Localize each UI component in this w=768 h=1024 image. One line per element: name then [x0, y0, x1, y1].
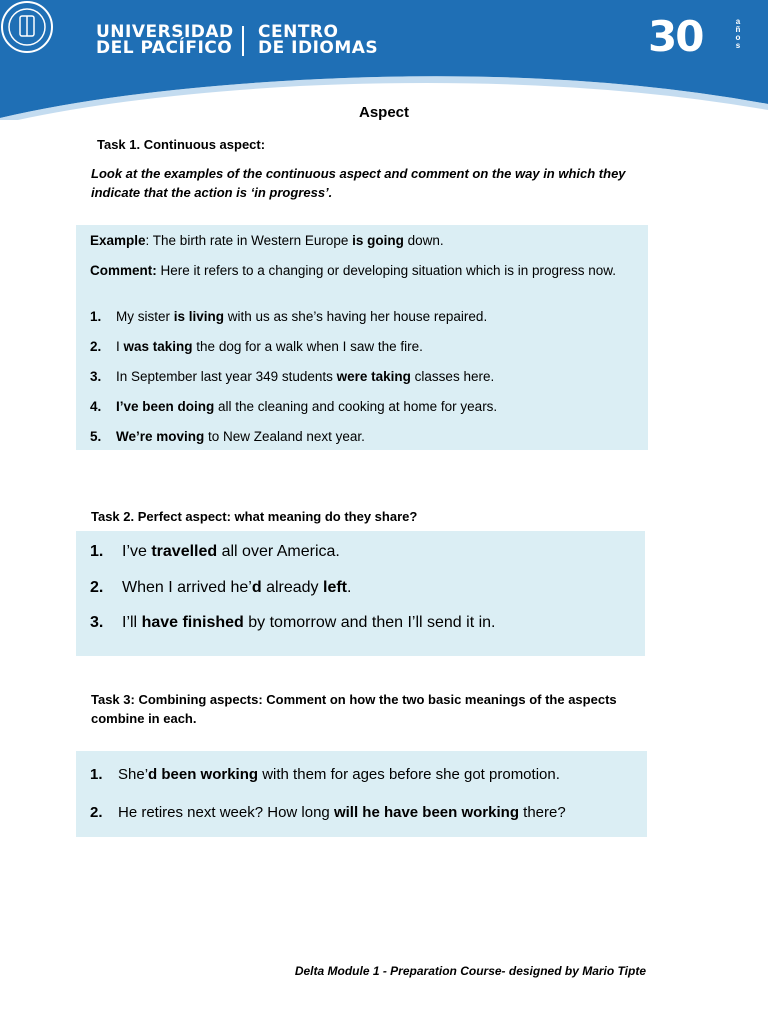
- example-label: Example: [90, 233, 146, 248]
- university-name-line2: DEL PACÍFICO: [96, 38, 233, 58]
- task2-heading: Task 2. Perfect aspect: what meaning do they share?: [91, 509, 418, 524]
- task1-heading: Task 1. Continuous aspect:: [97, 137, 266, 152]
- list-item: 1. My sister is living with us as she’s having her house repaired.: [90, 309, 488, 324]
- list-item: 2. When I arrived he’d already left.: [90, 579, 352, 596]
- anniversary-logo: [648, 14, 748, 60]
- comment-label: Comment:: [90, 263, 157, 278]
- list-item: 5. We’re moving to New Zealand next year.: [90, 429, 365, 444]
- list-item: 2. I was taking the dog for a walk when I saw the fire.: [90, 339, 423, 354]
- center-name-line2: DE IDIOMAS: [258, 38, 379, 58]
- anniversary-label: años: [735, 17, 741, 50]
- anniversary-number: 30: [648, 12, 703, 61]
- task3-example-box: [76, 751, 647, 837]
- university-name-line1: UNIVERSIDAD: [96, 22, 234, 42]
- task1-example-box: [76, 225, 648, 450]
- comment-line: Comment: Here it refers to a changing or developing situation which is in progress now.: [90, 263, 617, 278]
- example-line: Example: The birth rate in Western Europe is going down.: [90, 233, 444, 248]
- task3-heading: Task 3: Combining aspects: Comment on how the two basic meanings of the aspects combine in each.: [91, 692, 617, 726]
- task1-instruction: Look at the examples of the continuous aspect and comment on the way in which they indicate that the action is ‘in progress’.: [91, 166, 626, 200]
- list-item: 1. I’ve travelled all over America.: [90, 543, 340, 560]
- task2-example-box: [76, 531, 645, 656]
- center-name-line1: CENTRO: [258, 22, 339, 42]
- list-item: 3. I’ll have finished by tomorrow and then I’ll send it in.: [90, 614, 496, 631]
- page-footer: Delta Module 1 - Preparation Course- designed by Mario Tipte: [294, 964, 646, 978]
- brand-divider: [242, 26, 244, 56]
- list-item: 3. In September last year 349 students were taking classes here.: [90, 369, 495, 384]
- list-item: 1. She’d been working with them for ages before she got promotion.: [90, 766, 560, 783]
- list-item: 4. I’ve been doing all the cleaning and cooking at home for years.: [90, 399, 498, 414]
- university-seal-icon: [0, 0, 54, 54]
- header-banner: [0, 0, 768, 120]
- page-title: Aspect: [358, 104, 410, 121]
- list-item: 2. He retires next week? How long will he have been working there?: [90, 804, 566, 821]
